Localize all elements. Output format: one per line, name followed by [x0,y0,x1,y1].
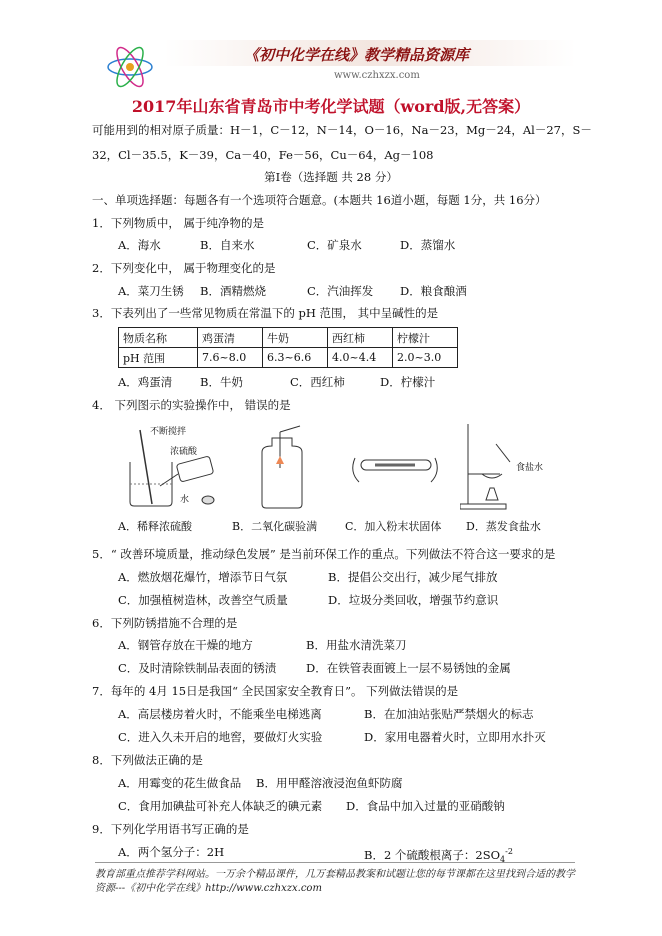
test-tube-illustration [345,422,445,512]
q8-option-b: B．用甲醛溶液浸泡鱼虾防腐 [256,776,403,790]
q9-stem: 9．下列化学用语书写正确的是 [92,822,249,836]
bottle-illustration [240,422,320,512]
section-title: 第Ⅰ卷（选择题 共 28 分） [264,170,398,184]
banner-url[interactable]: www.czhxzx.com [334,70,420,81]
q6-stem: 6．下列防锈措施不合理的是 [92,616,238,630]
ph-table [118,327,458,368]
q3-stem: 3．下表列出了一些常见物质在常温下的 pH 范围， 其中呈碱性的是 [92,306,439,320]
q6-option-c: C．及时清除铁制品表面的锈渍 [118,661,277,675]
banner-title: 《初中化学在线》教学精品资源库 [244,46,470,64]
q8-option-c: C．食用加碘盐可补充人体缺乏的碘元素 [118,799,323,813]
footer-line1: 教育部重点推荐学科网站。一万余个精品课件，几万套精品教案和试题让您的每节课都在这里找到合适的教学 [95,869,575,880]
part1-instructions: 一、单项选择题：每题各有一个选项符合题意。(本题共 16道小题，每题 1分，共 16分） [92,193,547,207]
q3-option-a: A．鸡蛋清 [118,375,173,389]
q7-option-c: C．进入久未开启的地窖，要做灯火实验 [118,730,323,744]
table-cell: pH 范围 [119,348,198,368]
q4-option-d: D．蒸发食盐水 [466,520,541,533]
label-acid: 浓硫酸 [170,447,198,457]
label-stir: 不断搅拌 [150,427,187,437]
figure-add-powder [345,422,445,512]
q2-option-d: D．粮食酿酒 [400,284,467,298]
atomic-masses-line2: 32，Cl－35.5，K－39，Ca－40，Fe－56，Cu－64，Ag－108 [92,148,434,162]
site-banner [104,40,576,94]
q1-option-d: D．蒸馏水 [400,238,456,252]
q4-option-a: A．稀释浓硫酸 [118,520,192,533]
q4-stem: 4． 下列图示的实验操作中， 错误的是 [92,398,291,412]
atomic-masses-line1: 可能用到的相对原子质量：H－1，C－12，N－14，O－16，Na－23，Mg－24，Al－27，S－ [92,123,592,137]
table-cell: 2.0~3.0 [393,348,458,368]
q2-stem: 2．下列变化中， 属于物理变化的是 [92,261,276,275]
table-cell: 鸡蛋清 [198,328,263,348]
q1-stem: 1．下列物质中， 属于纯净物的是 [92,216,264,230]
ph-table-row [119,348,458,368]
q7-option-a: A．高层楼房着火时，不能乘坐电梯逃离 [118,707,322,721]
figure-evaporate [460,422,560,512]
q3-option-c: C．西红柿 [290,375,345,389]
footer-line2[interactable]: 资源---《初中化学在线》http://www.czhxzx.com [95,883,322,894]
q7-stem: 7．每年的 4月 15日是我国“ 全民国家安全教育日”。 下列做法错误的是 [92,684,459,698]
footer [95,868,575,896]
table-cell: 4.0~4.4 [328,348,393,368]
q6-option-a: A．钢管存放在干燥的地方 [118,638,253,652]
table-cell: 西红柿 [328,328,393,348]
atom-logo-icon [104,42,156,92]
q9-option-a: A．两个氢分子：2H [118,845,225,859]
q5-option-a: A．燃放烟花爆竹，增添节日气氛 [118,570,288,584]
q6-option-b: B．用盐水清洗菜刀 [306,638,407,652]
q9-option-b-text: B．2 个硫酸根离子：2SO [364,847,501,862]
q8-option-d: D．食品中加入过量的亚硝酸钠 [346,799,505,813]
q5-option-b: B．提倡公交出行，减少尾气排放 [328,570,498,584]
q2-option-a: A．菜刀生锈 [118,284,184,298]
label-salt-water: 食盐水 [516,463,544,473]
footer-divider [95,862,575,863]
q4-option-c: C．加入粉末状固体 [345,520,442,533]
q9-option-b-sup: -2 [505,847,513,856]
table-cell: 牛奶 [263,328,328,348]
q9-option-b-sub: 4 [500,855,506,865]
q3-option-d: D．柠檬汁 [380,375,436,389]
q1-option-b: B．自来水 [200,238,255,252]
q8-option-a: A．用霉变的花生做食品 [118,776,242,790]
document-title: 2017年山东省青岛市中考化学试题（word版,无答案） [131,97,531,116]
figure-dilute-acid [118,422,228,512]
q3-option-b: B．牛奶 [200,375,243,389]
table-cell: 6.3~6.6 [263,348,328,368]
q5-stem: 5．“ 改善环境质量，推动绿色发展” 是当前环保工作的重点。下列做法不符合这一要求的是 [92,547,556,561]
q4-option-b: B．二氧化碳验满 [232,520,318,533]
q5-option-c: C．加强植树造林，改善空气质量 [118,593,288,607]
q6-option-d: D．在铁管表面镀上一层不易锈蚀的金属 [306,661,511,675]
q2-option-c: C．汽油挥发 [307,284,374,298]
table-cell: 7.6~8.0 [198,348,263,368]
ph-table-header [119,328,458,348]
q5-option-d: D．垃圾分类回收，增强节约意识 [328,593,499,607]
q8-stem: 8．下列做法正确的是 [92,753,203,767]
label-water: 水 [180,495,190,505]
q7-option-b: B．在加油站张贴严禁烟火的标志 [364,707,534,721]
table-cell: 柠檬汁 [393,328,458,348]
evaporation-illustration [460,422,560,512]
q1-option-a: A．海水 [118,238,161,252]
q2-option-b: B．酒精燃烧 [200,284,266,298]
table-cell: 物质名称 [119,328,198,348]
q7-option-d: D．家用电器着火时，立即用水扑灭 [364,730,546,744]
q9-option-b [364,845,513,867]
q1-option-c: C．矿泉水 [307,238,362,252]
figure-co2-test [240,422,320,512]
